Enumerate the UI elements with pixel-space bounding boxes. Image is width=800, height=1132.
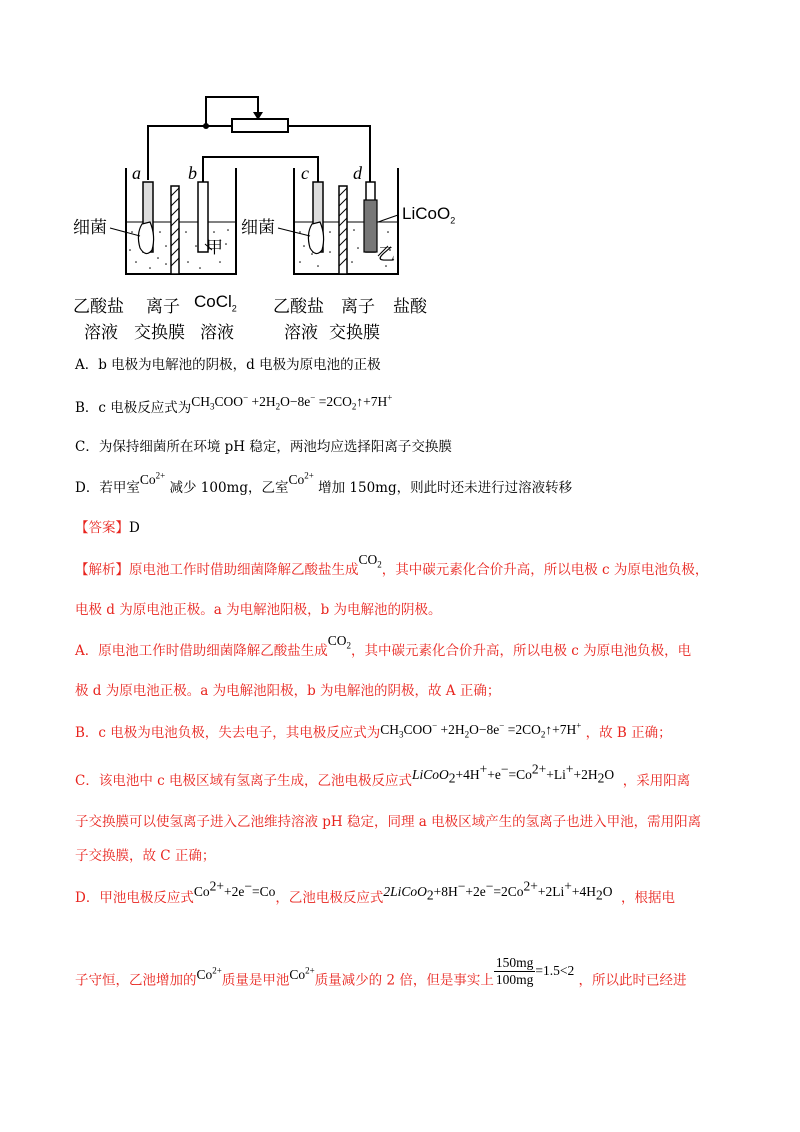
right-membrane-label-2: 交换膜 [329,323,380,342]
analysis-d-line-2: 子守恒，乙池增加的$Co^{2+}$质量是甲池$Co^{2+}$质量减少的 2 倍，但是事实上 $\frac{150mg}{100mg}$ =1.5<2 ，所以此时已经进 [75,955,687,989]
licoo2-label: LiCoO$_2$ [402,204,456,226]
electrode-label-a: a [132,163,141,183]
electrolysis-diagram [0,0,800,345]
left-acetate-label: 乙酸盐 [73,297,124,316]
right-acetate-label: 乙酸盐 [273,297,324,316]
analysis-intro-line-2: 电极 d 为原电池正极。a 为电解池阳极，b 为电解池的阴极。 [75,602,442,618]
cocl2-solution-label: 溶液 [200,323,234,342]
option-c: C．为保持细菌所在环境 pH 稳定，两池均应选择阳离子交换膜 [75,439,452,455]
electrode-label-c: c [301,163,309,183]
ratio-fraction: $\frac{150mg}{100mg}$ =1.5<2 [495,955,575,987]
left-membrane-label: 离子 [146,297,180,316]
option-b: B．c 电极反应式为$CH_3COO^- +2H_2O-8e^-$ $=2CO_2↑+7H^+$ [75,392,393,416]
hcl-label: 盐酸 [393,297,427,316]
analysis-c-line-2: 子交换膜可以使氢离子进入乙池维持溶液 pH 稳定，同理 a 电极区域产生的氢离子也进入甲池，需用阳离 [75,814,702,830]
rheostat [232,119,288,132]
left-beaker [126,168,236,274]
analysis-d-line-1: D．甲池电极反应式$Co^{2+}+2e^-=Co$，乙池电极反应式$2LiCoO_2+8H^-+2e^-=2Co^{2+}+2Li^++4H_2O$ ，根据电 [75,878,676,906]
bacteria-label-left: 细菌 [73,218,107,237]
option-a: A．b 电极为电解池的阴极，d 电极为原电池的正极 [75,357,381,373]
analysis-a-line-1: A．原电池工作时借助细菌降解乙酸盐生成$CO_2$，其中碳元素化合价升高，所以电极 c 为原电池负极，电 [75,633,692,659]
electrode-label-d: d [353,163,362,183]
analysis-c-line-1: C．该电池中 c 电极区域有氢离子生成，乙池电极反应式$LiCoO_2+4H^++e^-=Co^{2+}+Li^++2H_2O$ ，采用阳离 [75,761,691,789]
option-d: D．若甲室$Co^{2+}$ 减少 100mg，乙室$Co^{2+}$ 增加 150mg，则此时还未进行过溶液转移 [75,470,573,496]
right-membrane-label: 离子 [341,297,375,316]
left-acetate-label-2: 溶液 [84,323,118,342]
bacteria-label-right: 细菌 [241,218,275,237]
electrode-label-b: b [188,163,197,183]
chamber-label-yi: 乙 [378,245,395,264]
cocl2-label: CoCl$_2$ [194,292,237,314]
junction-dot [203,123,209,129]
right-acetate-label-2: 溶液 [284,323,318,342]
analysis-b-line: B．c 电极为电池负极，失去电子，其电极反应式为$CH_3COO^- +2H_2O-8e^-$ $=2CO_2↑+7H^+$ ，故 B 正确； [75,720,672,741]
analysis-intro-line-1: 【解析】原电池工作时借助细菌降解乙酸盐生成$CO_2$，其中碳元素化合价升高，所以电极 c 为原电池负极， [75,552,709,578]
left-membrane-label-2: 交换膜 [134,323,185,342]
analysis-a-line-2: 极 d 为原电池正极。a 为电解池阳极，b 为电解池的阴极，故 A 正确； [75,683,501,699]
chamber-label-jia: 甲 [206,238,223,257]
analysis-c-line-3: 子交换膜，故 C 正确； [75,848,216,864]
answer: 【答案】D [75,520,140,536]
